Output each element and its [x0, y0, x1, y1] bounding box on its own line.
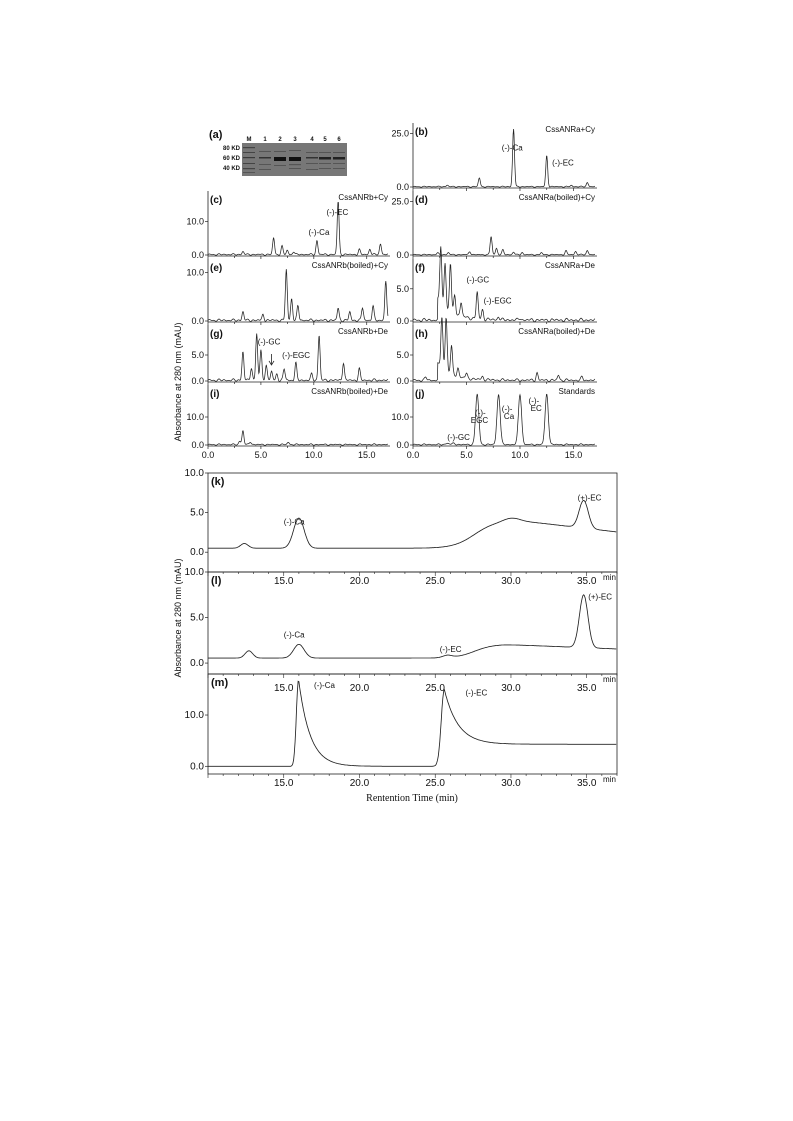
- x-tick-label: 0.0: [201, 450, 215, 460]
- y-tick-label: 10.0: [184, 468, 204, 479]
- peak-annotation: (-)-: [475, 408, 486, 418]
- peak-annotation: Ca: [503, 412, 515, 422]
- peak-annotation: (+)-EC: [577, 493, 602, 503]
- x-tick-label: 35.0: [576, 683, 597, 694]
- gel-band: [306, 169, 318, 170]
- gel-size-marker: 40 KD: [222, 166, 240, 172]
- panel-label: (h): [415, 329, 428, 340]
- gel-band: [243, 172, 255, 173]
- panel-label: (j): [415, 389, 425, 400]
- gel-band: [319, 152, 331, 153]
- y-tick-label: 0.0: [396, 250, 409, 260]
- panel-label: (e): [210, 263, 223, 274]
- x-tick-label: 5.0: [254, 450, 268, 460]
- panel-label: (i): [210, 389, 220, 400]
- x-tick-label: 15.0: [274, 683, 294, 694]
- x-tick-label: 35.0: [576, 576, 597, 587]
- gel-band: [333, 152, 345, 153]
- panel-label: (f): [415, 263, 425, 274]
- gel-band: [274, 157, 286, 161]
- bottom-y-axis-label: Absorbance at 280 nm (mAU): [173, 558, 183, 678]
- peak-annotation: (-)-GC: [466, 275, 490, 285]
- x-tick-label: 25.0: [425, 576, 445, 587]
- gel-lane-label: 3: [293, 137, 297, 143]
- peak-annotation: (-)-GC: [257, 337, 281, 347]
- peak-annotation: (-)-EC: [465, 688, 488, 698]
- gel-lane-label: M: [246, 137, 252, 143]
- gel-band: [243, 163, 255, 164]
- y-tick-label: 0.0: [396, 316, 409, 326]
- x-tick-label: 5.0: [460, 450, 473, 460]
- peak-annotation: EC: [530, 403, 542, 413]
- panel-label: (m): [211, 677, 229, 689]
- x-tick-label: 20.0: [349, 683, 370, 694]
- y-tick-label: 5.0: [191, 350, 204, 360]
- peak-annotation: (-)-: [501, 404, 513, 414]
- x-tick-label: 20.0: [349, 778, 370, 789]
- x-tick-label: 30.0: [501, 683, 521, 694]
- panel-title: CssANRb(boiled)+De: [311, 387, 388, 396]
- peak-annotation: (-)-Ca: [283, 630, 305, 640]
- peak-annotation: (-)-EC: [439, 645, 462, 655]
- gel-band: [319, 168, 331, 169]
- y-tick-label: 0.0: [190, 761, 204, 773]
- y-tick-label: 0.0: [191, 440, 204, 450]
- peak-annotation: (-)-GC: [447, 432, 470, 442]
- y-tick-label: 10.0: [184, 567, 204, 578]
- gel-band: [306, 152, 318, 153]
- y-tick-label: 10.0: [186, 216, 204, 227]
- gel-lane-label: 2: [278, 137, 282, 143]
- y-tick-label: 0.0: [190, 547, 204, 559]
- peak-annotation: (-)-EGC: [282, 351, 311, 361]
- y-tick-label: 10.0: [391, 412, 409, 422]
- gel-band: [259, 169, 271, 170]
- gel-lane-label: 1: [263, 137, 267, 143]
- gel-band: [274, 165, 286, 166]
- gel-band: [333, 163, 345, 164]
- panel-title: CssANRa(boiled)+De: [518, 327, 595, 336]
- x-unit-label: min: [603, 775, 616, 784]
- y-tick-label: 10.0: [186, 412, 204, 422]
- gel-band: [333, 168, 345, 169]
- gel-lane-label: 4: [310, 137, 314, 143]
- y-tick-label: 0.0: [396, 376, 409, 386]
- x-tick-label: 35.0: [576, 778, 597, 789]
- gel-band: [274, 151, 286, 152]
- x-tick-label: 15.0: [274, 778, 294, 789]
- y-tick-label: 0.0: [396, 182, 409, 192]
- peak-annotation: (-)-EGC: [483, 296, 512, 306]
- panel-label: (k): [211, 476, 225, 488]
- gel-size-marker: 80 KD: [222, 146, 240, 152]
- peak-annotation: (-)-Ca: [283, 517, 305, 527]
- x-unit-label: min: [603, 573, 616, 582]
- peak-annotation: (-)-EC: [326, 208, 349, 217]
- gel-size-marker: 60 KD: [222, 156, 240, 162]
- panel-label: (l): [211, 575, 222, 587]
- y-tick-label: 0.0: [191, 316, 204, 326]
- y-tick-label: 0.0: [396, 440, 409, 450]
- x-tick-label: 25.0: [425, 683, 445, 694]
- bottom-x-axis-label: Rentention Time (min): [366, 793, 458, 804]
- peak-annotation: (-)-Ca: [308, 228, 330, 237]
- peak-annotation: (-)-: [528, 396, 540, 406]
- x-tick-label: 30.0: [501, 576, 521, 587]
- gel-band: [333, 157, 345, 160]
- x-tick-label: 25.0: [425, 778, 445, 789]
- gel-band: [259, 157, 271, 159]
- gel-lane-label: 6: [337, 137, 341, 143]
- y-tick-label: 0.0: [191, 250, 204, 260]
- peak-annotation: (+)-EC: [588, 592, 612, 602]
- panel-label-a: (a): [209, 129, 223, 141]
- panel-title: CssANRa+De: [544, 261, 595, 270]
- y-tick-label: 25.0: [391, 128, 409, 139]
- x-tick-label: 15.0: [357, 450, 376, 460]
- x-unit-label: min: [603, 675, 616, 684]
- gel-band: [259, 164, 271, 165]
- peak-annotation: EGC: [470, 416, 489, 426]
- panel-title: CssANRb+Cy: [338, 193, 388, 202]
- y-tick-label: 5.0: [190, 507, 204, 519]
- y-tick-label: 25.0: [391, 196, 409, 207]
- x-tick-label: 15.0: [274, 576, 294, 587]
- gel-band: [289, 168, 301, 169]
- y-tick-label: 5.0: [190, 612, 204, 624]
- peak-annotation: (-)-EC: [552, 158, 574, 168]
- peak-annotation: (-)-Ca: [314, 680, 335, 690]
- gel-band: [259, 151, 271, 152]
- gel-band: [243, 168, 255, 169]
- gel-band: [289, 150, 301, 151]
- x-tick-label: 15.0: [564, 450, 583, 460]
- gel-band: [289, 164, 301, 165]
- panel-title: CssANRa+Cy: [545, 125, 595, 134]
- gel-band: [243, 152, 255, 153]
- panel-label: (b): [415, 127, 428, 138]
- panel-label: (g): [210, 329, 223, 340]
- y-tick-label: 0.0: [191, 376, 204, 386]
- gel-band: [243, 147, 255, 148]
- top-y-axis-label: Absorbance at 280 nm (mAU): [173, 322, 183, 442]
- panel-title: CssANRb+De: [337, 327, 388, 336]
- gel-band: [306, 163, 318, 164]
- gel-lane-label: 5: [323, 137, 327, 143]
- gel-band: [319, 157, 331, 160]
- x-tick-label: 30.0: [501, 778, 521, 789]
- gel-band: [319, 163, 331, 164]
- gel-band: [243, 157, 255, 158]
- panel-title: Standards: [558, 387, 595, 396]
- panel-label: (d): [415, 195, 428, 206]
- peak-annotation: (-)-Ca: [501, 143, 523, 153]
- panel-label: (c): [210, 195, 223, 206]
- y-tick-label: 10.0: [184, 710, 204, 722]
- y-tick-label: 10.0: [186, 267, 204, 278]
- y-tick-label: 0.0: [190, 658, 204, 670]
- x-tick-label: 0.0: [406, 450, 420, 460]
- y-tick-label: 5.0: [396, 350, 409, 360]
- x-tick-label: 10.0: [511, 450, 529, 460]
- y-tick-label: 5.0: [396, 283, 409, 294]
- panel-title: CssANRa(boiled)+Cy: [518, 193, 595, 202]
- panel-title: CssANRb(boiled)+Cy: [311, 261, 388, 270]
- x-tick-label: 20.0: [349, 576, 370, 587]
- gel-band: [289, 157, 301, 161]
- x-tick-label: 10.0: [305, 450, 323, 460]
- gel-band: [306, 157, 318, 159]
